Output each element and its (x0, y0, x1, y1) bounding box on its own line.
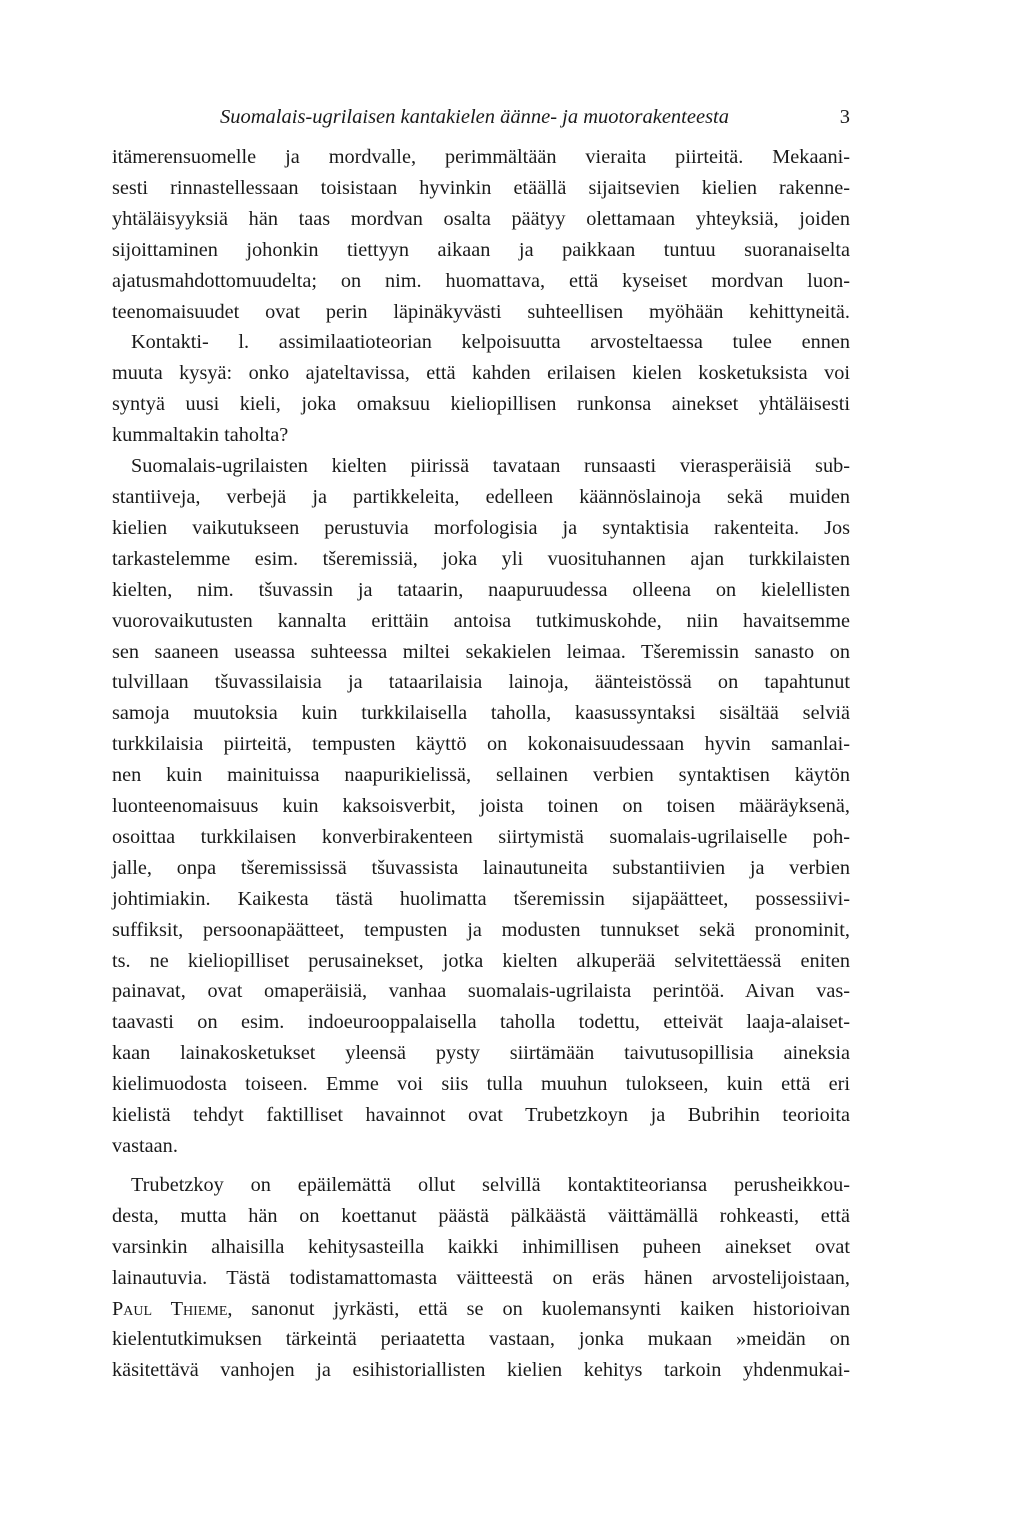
text-line: taavasti on esim. indoeurooppalaisella taholla todettu, etteivät laaja-alaiset- (112, 1011, 850, 1034)
text-line: osoittaa turkkilaisen konverbirakenteen siirtymistä suomalais-ugrilaiselle poh- (112, 825, 850, 848)
text-line: Kontakti- l. assimilaatioteorian kelpoisuutta arvosteltaessa tulee ennen (131, 331, 850, 354)
text-line: suffiksit, persoonapäätteet, tempusten ja modusten tunnukset sekä pronominit, (112, 918, 850, 941)
running-title: Suomalais-ugrilaisen kantakielen äänne- ja muotorakenteesta (220, 106, 729, 128)
text-line: ts. ne kieliopilliset perusainekset, jotka kielten alkuperää selvitettäessä eniten (112, 949, 850, 972)
text-line: tulvillaan tšuvassilaisia ja tataarilaisia lainoja, äänteistössä on tapahtunut (112, 671, 850, 694)
text-line: kaan lainakosketukset yleensä pysty siirtämään taivutusopillisia aineksia (112, 1042, 850, 1065)
text-line: kummaltakin taholta? (112, 424, 289, 447)
text-line: nen kuin mainituissa naapurikielissä, sellainen verbien syntaktisen käytön (112, 764, 850, 787)
text-line: samoja muutoksia kuin turkkilaisella taholla, kaasussyntaksi sisältää selviä (112, 702, 850, 725)
text-line: kielien vaikutukseen perustuvia morfologisia ja syntaktisia rakenteita. Jos (112, 516, 850, 539)
text-line: desta, mutta hän on koettanut päästä pälkäästä väittämällä rohkeasti, että (112, 1204, 850, 1227)
paragraph (112, 451, 850, 1162)
running-head (112, 100, 850, 134)
text-line: kielimuodosta toiseen. Emme voi siis tulla muuhun tulokseen, kuin että eri (112, 1073, 850, 1096)
text-line: stantiiveja, verbejä ja partikkeleita, edelleen käännöslainoja sekä muiden (112, 485, 850, 508)
text-line: johtimiakin. Kaikesta tästä huolimatta tšeremissin sijapäätteet, possessiivi- (112, 887, 850, 910)
text-line: sen saaneen useassa suhteessa miltei sekakielen leimaa. Tšeremissin sanasto on (112, 640, 850, 663)
text-line: sijoittaminen johonkin tiettyyn aikaan ja paikkaan tuntuu suoranaiselta (112, 238, 850, 261)
text-line: Trubetzkoy on epäilemättä ollut selvillä kontaktiteoriansa perusheikkou- (131, 1173, 850, 1196)
text-line: vuorovaikutusten kannalta erittäin antoisa tutkimuskohde, niin havaitsemme (112, 609, 850, 632)
text-line: kielten, nim. tšuvassin ja tataarin, naapuruudessa olleena on kielellisten (112, 578, 850, 601)
text-line: yhtäläisyyksiä hän taas mordvan osalta päätyy olettamaan yhteyksiä, joiden (112, 207, 850, 230)
text-line: luonteenomaisuus kuin kaksoisverbit, joista toinen on toisen määräyksenä, (112, 795, 850, 818)
text-line: syntyä uusi kieli, joka omaksuu kieliopillisen runkonsa ainekset yhtäläisesti (112, 393, 850, 416)
document-page (112, 100, 850, 1386)
text-line: varsinkin alhaisilla kehitysasteilla kaikki inhimillisen puheen ainekset ovat (112, 1235, 850, 1258)
text-line: Suomalais-ugrilaisten kielten piirissä tavataan runsaasti vierasperäisiä sub- (131, 455, 850, 478)
text-line: käsitettävä vanhojen ja esihistoriallisten kielien kehitys tarkoin yhdenmukai- (112, 1359, 850, 1382)
text-line: vastaan. (112, 1135, 178, 1157)
text-line: turkkilaisia piirteitä, tempusten käyttö on kokonaisuudessaan hyvin samanlai- (112, 733, 850, 756)
text-line: lainautuvia. Tästä todistamattomasta väitteestä on eräs hänen arvostelijoistaan, (112, 1266, 850, 1289)
text-line: tarkastelemme esim. tšeremissiä, joka yli vuosituhannen ajan turkkilaisten (112, 547, 850, 570)
paragraph (112, 142, 850, 451)
text-line: teenomaisuudet ovat perin läpinäkyvästi suhteellisen myöhään kehittyneitä. (112, 300, 850, 323)
author-name: Paul Thieme (112, 1297, 228, 1320)
text-line: kielentutkimuksen tärkeintä periaatetta vastaan, jonka mukaan »meidän on (112, 1328, 850, 1351)
text-line: kielistä tehdyt faktilliset havainnot ovat Trubetzkoyn ja Bubrihin teorioita (112, 1104, 850, 1127)
paragraph (112, 1170, 850, 1386)
body-text (112, 142, 850, 1386)
text-line: Paul Thieme, sanonut jyrkästi, että se on kuolemansynti kaiken historioivan (112, 1297, 851, 1320)
text-line: jalle, onpa tšeremississä tšuvassista lainautuneita substantiivien ja verbien (112, 856, 850, 879)
page-number: 3 (839, 106, 850, 128)
text-line: painavat, ovat omaperäisiä, vanhaa suomalais-ugrilaista perintöä. Aivan vas- (112, 980, 850, 1003)
text-line: ajatusmahdottomuudelta; on nim. huomattava, että kyseiset mordvan luon- (112, 269, 850, 292)
text-line: itämerensuomelle ja mordvalle, perimmältään vieraita piirteitä. Mekaani- (112, 146, 850, 168)
text-line: muuta kysyä: onko ajateltavissa, että kahden erilaisen kielen kosketuksista voi (112, 362, 850, 385)
text-line: sesti rinnastellessaan toisistaan hyvinkin etäällä sijaitsevien kielien rakenne- (112, 176, 850, 199)
